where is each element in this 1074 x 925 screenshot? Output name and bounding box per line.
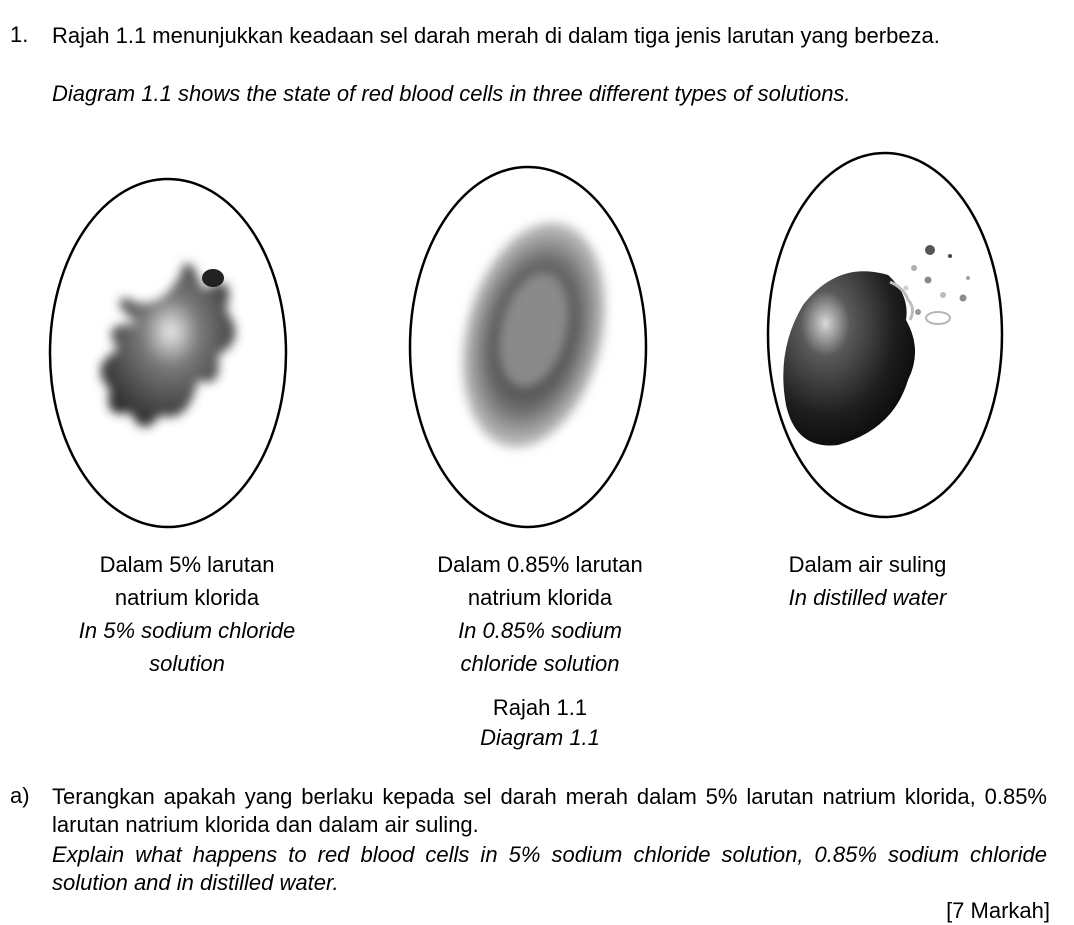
cell3-label xyxy=(750,548,985,614)
cell2-english-line2: chloride solution xyxy=(460,651,620,676)
sub-question-text-english: Explain what happens to red blood cells in 5% sodium chloride solution, 0.85% sodium chloride solution and in distilled water. xyxy=(52,842,1047,895)
diagram-caption xyxy=(405,693,675,753)
cell2-label xyxy=(405,548,675,680)
caption-english: Diagram 1.1 xyxy=(480,725,600,750)
question-text-malay: Rajah 1.1 menunjukkan keadaan sel darah merah di dalam tiga jenis larutan yang berbeza. xyxy=(52,23,940,48)
cell1-english-line2: solution xyxy=(149,651,225,676)
question-number: 1. xyxy=(10,22,29,47)
cell2-malay-line1: Dalam 0.85% larutan xyxy=(437,552,643,577)
marks-label: [7 Markah] xyxy=(946,898,1050,923)
sub-question-letter: a) xyxy=(10,783,30,808)
cell1-malay-line1: Dalam 5% larutan xyxy=(99,552,275,577)
red-blood-cell-diagram xyxy=(48,150,1008,535)
sub-question-text-malay: Terangkan apakah yang berlaku kepada sel darah merah dalam 5% larutan natrium klorida, 0.85% larutan natrium klorida dan dalam air suling. xyxy=(52,784,1047,837)
cell3-english-line1: In distilled water xyxy=(788,585,947,610)
cell2-english-line1: In 0.85% sodium xyxy=(458,618,622,643)
cell2-malay-line2: natrium klorida xyxy=(467,585,613,610)
cell1-label xyxy=(52,548,322,680)
cell1-english-line1: In 5% sodium chloride xyxy=(78,618,296,643)
question-text-english: Diagram 1.1 shows the state of red blood cells in three different types of solutions. xyxy=(52,81,851,106)
cell1-malay-line2: natrium klorida xyxy=(114,585,260,610)
cell3-malay-line1: Dalam air suling xyxy=(788,552,947,577)
caption-malay: Rajah 1.1 xyxy=(492,695,588,720)
